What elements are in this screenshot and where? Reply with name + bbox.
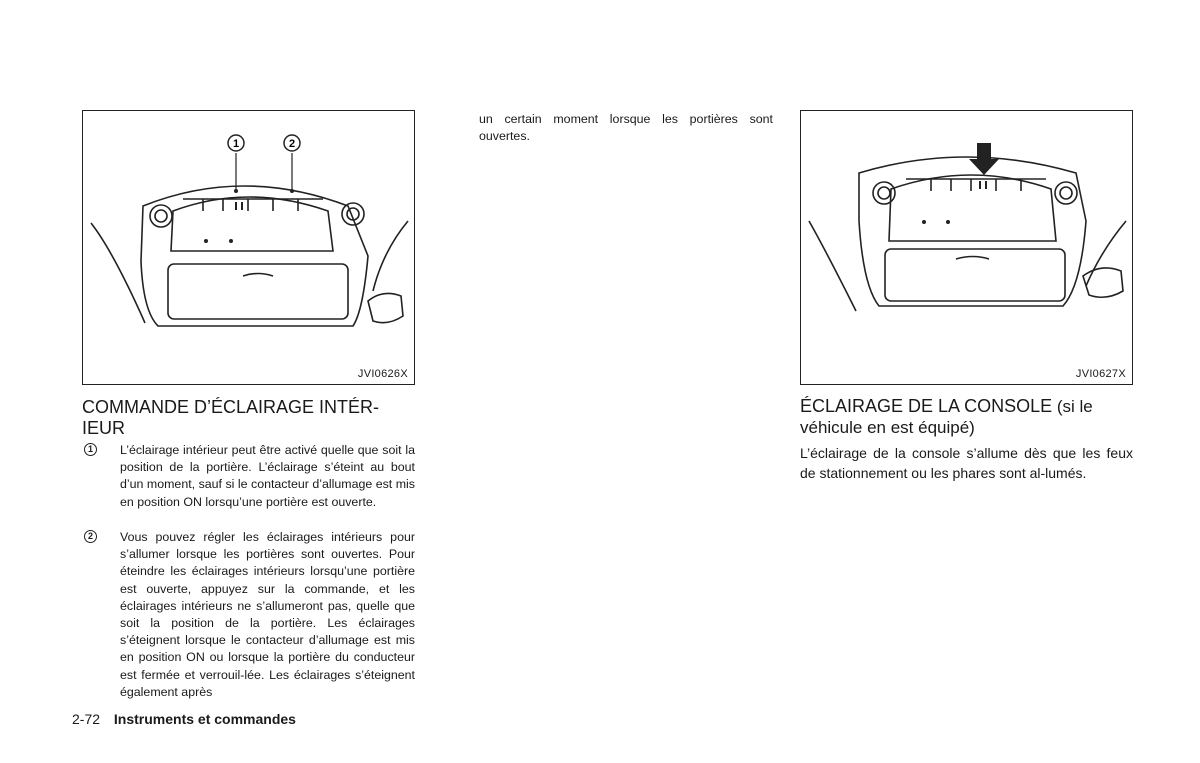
console-paragraph: L’éclairage de la console s’allume dès que les feux de stationnement ou les phares sont al-lumés. <box>800 445 1133 481</box>
arrow-down-icon <box>969 143 999 175</box>
section-title-main: ÉCLAIRAGE DE LA CONSOLE <box>800 396 1053 416</box>
list-item <box>84 529 415 704</box>
figure-console-light <box>800 110 1133 385</box>
overhead-console-illustration <box>801 111 1134 386</box>
item-number-badge: 1 <box>84 443 97 456</box>
item-number-badge: 2 <box>84 530 97 543</box>
figure-interior-light-control <box>82 110 415 385</box>
section-title-sub: (si le véhicule en est équipé) <box>800 397 1093 437</box>
figure-code: JVI0627X <box>1075 368 1126 380</box>
callout-2: 2 <box>288 138 296 150</box>
overhead-console-illustration <box>83 111 416 386</box>
section-title-console <box>800 396 1120 438</box>
continuation-text: un certain moment lorsque les portières sont ouvertes. <box>479 112 773 144</box>
callout-1: 1 <box>232 138 240 150</box>
item-text: L’éclairage intérieur peut être activé quelle que soit la position de la portière. L’éclairage s’éteint au bout d’un moment, sauf si le contacteur d’allumage est mis en position ON lorsqu’une portière est ouverte. <box>120 443 415 509</box>
item-text: Vous pouvez régler les éclairages intérieurs pour s’allumer lorsque les portières sont ouvertes. Pour éteindre les éclairages intérieurs lorsqu’une portière est ouverte, appuyez sur la commande, et les éclairages intérieurs ne s’allumeront pas, quelle que soit la position de la portière. Les éclairages s’éteignent lorsque le contacteur d’allumage est mis en position ON ou lorsque la portière du conducteur est fermée et verrouil-lée. Les éclairages s’éteignent également après <box>120 530 415 699</box>
footer-section-title: Instruments et commandes <box>113 711 296 727</box>
section-title-interior: COMMANDE D’ÉCLAIRAGE INTÉR- IEUR <box>82 397 380 438</box>
page-number: 2-72 <box>72 711 101 727</box>
list-item <box>84 442 415 526</box>
page-footer <box>72 711 296 727</box>
figure-code: JVI0626X <box>357 368 408 380</box>
